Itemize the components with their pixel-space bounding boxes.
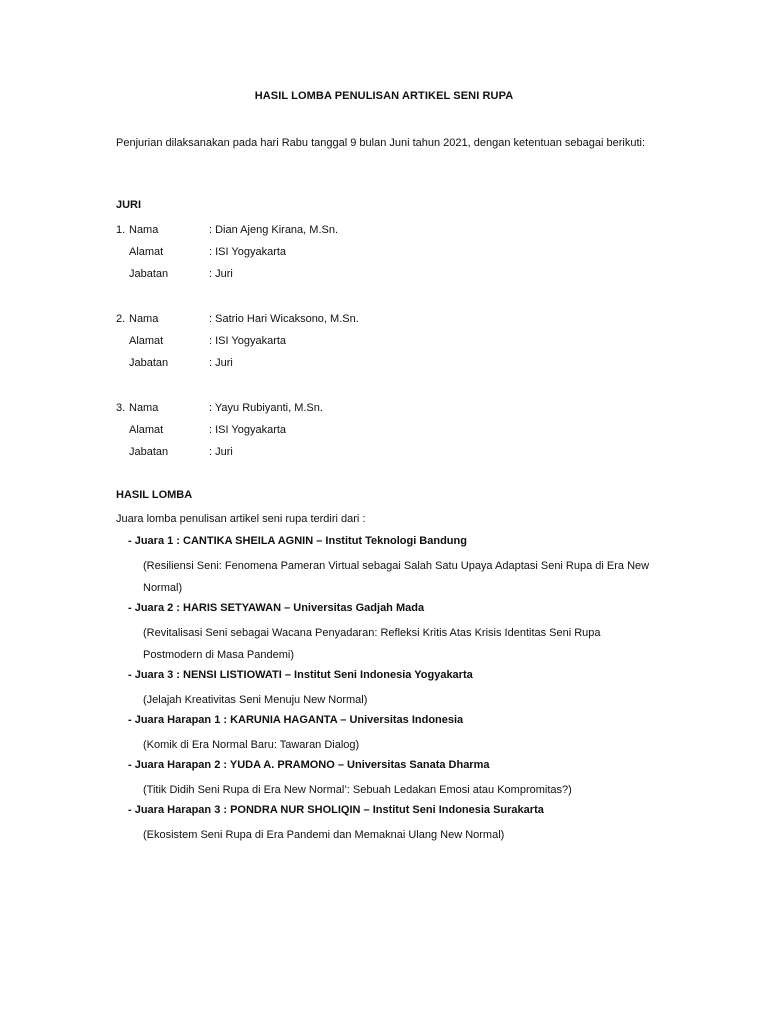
winner-heading: - Juara Harapan 1 : KARUNIA HAGANTA – Universitas Indonesia bbox=[128, 714, 464, 726]
hasil-subtitle: Juara lomba penulisan artikel seni rupa terdiri dari : bbox=[116, 513, 366, 525]
nama-label: Nama bbox=[129, 313, 159, 325]
winner-heading: - Juara 3 : NENSI LISTIOWATI – Institut Seni Indonesia Yogyakarta bbox=[128, 669, 473, 681]
judge-jabatan-value: : Juri bbox=[209, 446, 233, 458]
alamat-label: Alamat bbox=[129, 335, 164, 347]
winner-article-title: (Jelajah Kreativitas Seni Menuju New Normal) bbox=[143, 694, 368, 706]
winners-list bbox=[116, 533, 656, 847]
winner-heading: - Juara Harapan 2 : YUDA A. PRAMONO – Universitas Sanata Dharma bbox=[128, 759, 490, 771]
judge-alamat-value: : ISI Yogyakarta bbox=[209, 246, 287, 258]
jabatan-label: Jabatan bbox=[129, 446, 169, 458]
nama-label: Nama bbox=[129, 224, 159, 236]
winner-article-title: (Komik di Era Normal Baru: Tawaran Dialog) bbox=[143, 739, 360, 751]
winner-article-title: (Titik Didih Seni Rupa di Era New Normal’: Sebuah Ledakan Emosi atau Kompromitas?) bbox=[143, 784, 572, 796]
judge-number: 3. bbox=[116, 402, 126, 414]
judge-jabatan-value: : Juri bbox=[209, 268, 233, 280]
judge-alamat-value: : ISI Yogyakarta bbox=[209, 424, 287, 436]
judge-number: 2. bbox=[116, 313, 126, 325]
winner-heading: - Juara Harapan 3 : PONDRA NUR SHOLIQIN – Institut Seni Indonesia Surakarta bbox=[128, 804, 544, 816]
winner-item bbox=[116, 757, 656, 802]
hasil-lomba-heading: HASIL LOMBA bbox=[116, 489, 193, 501]
judge-jabatan-value: : Juri bbox=[209, 357, 233, 369]
jabatan-label: Jabatan bbox=[129, 357, 169, 369]
judge-alamat-row bbox=[116, 333, 616, 355]
winner-article-title: (Resiliensi Seni: Fenomena Pameran Virtual sebagai Salah Satu Upaya Adaptasi Seni Rupa di Era New Normal) bbox=[143, 560, 650, 594]
winner-item bbox=[116, 667, 656, 712]
winner-heading: - Juara 1 : CANTIKA SHEILA AGNIN – Institut Teknologi Bandung bbox=[128, 535, 467, 547]
jabatan-label: Jabatan bbox=[129, 268, 169, 280]
winner-heading: - Juara 2 : HARIS SETYAWAN – Universitas Gadjah Mada bbox=[128, 602, 425, 614]
judge-entry bbox=[116, 400, 616, 466]
judge-alamat-row bbox=[116, 422, 616, 444]
judge-jabatan-row bbox=[116, 444, 616, 466]
nama-label: Nama bbox=[129, 402, 159, 414]
winner-article-title: (Ekosistem Seni Rupa di Era Pandemi dan Memaknai Ulang New Normal) bbox=[143, 829, 505, 841]
judge-jabatan-row bbox=[116, 355, 616, 377]
judge-entry bbox=[116, 311, 616, 377]
judge-entry bbox=[116, 222, 616, 288]
judge-nama-row bbox=[116, 222, 616, 244]
judge-nama-value: : Dian Ajeng Kirana, M.Sn. bbox=[209, 224, 339, 236]
alamat-label: Alamat bbox=[129, 246, 164, 258]
intro-paragraph: Penjurian dilaksanakan pada hari Rabu tanggal 9 bulan Juni tahun 2021, dengan ketentuan sebagai berikuti: bbox=[116, 137, 646, 149]
winner-item bbox=[116, 712, 656, 757]
winner-article-title: (Revitalisasi Seni sebagai Wacana Penyadaran: Refleksi Kritis Atas Krisis Identitas Seni Rupa Postmodern di Masa Pandemi) bbox=[143, 627, 601, 661]
winner-item bbox=[116, 802, 656, 847]
page-title: HASIL LOMBA PENULISAN ARTIKEL SENI RUPA bbox=[254, 90, 514, 102]
judge-nama-row bbox=[116, 400, 616, 422]
winner-item bbox=[116, 533, 656, 600]
judge-number: 1. bbox=[116, 224, 126, 236]
juri-heading: JURI bbox=[116, 199, 142, 211]
judge-alamat-row bbox=[116, 244, 616, 266]
judge-jabatan-row bbox=[116, 266, 616, 288]
judge-nama-row bbox=[116, 311, 616, 333]
alamat-label: Alamat bbox=[129, 424, 164, 436]
judge-alamat-value: : ISI Yogyakarta bbox=[209, 335, 287, 347]
judge-nama-value: : Yayu Rubiyanti, M.Sn. bbox=[209, 402, 323, 414]
judge-nama-value: : Satrio Hari Wicaksono, M.Sn. bbox=[209, 313, 359, 325]
winner-item bbox=[116, 600, 656, 667]
